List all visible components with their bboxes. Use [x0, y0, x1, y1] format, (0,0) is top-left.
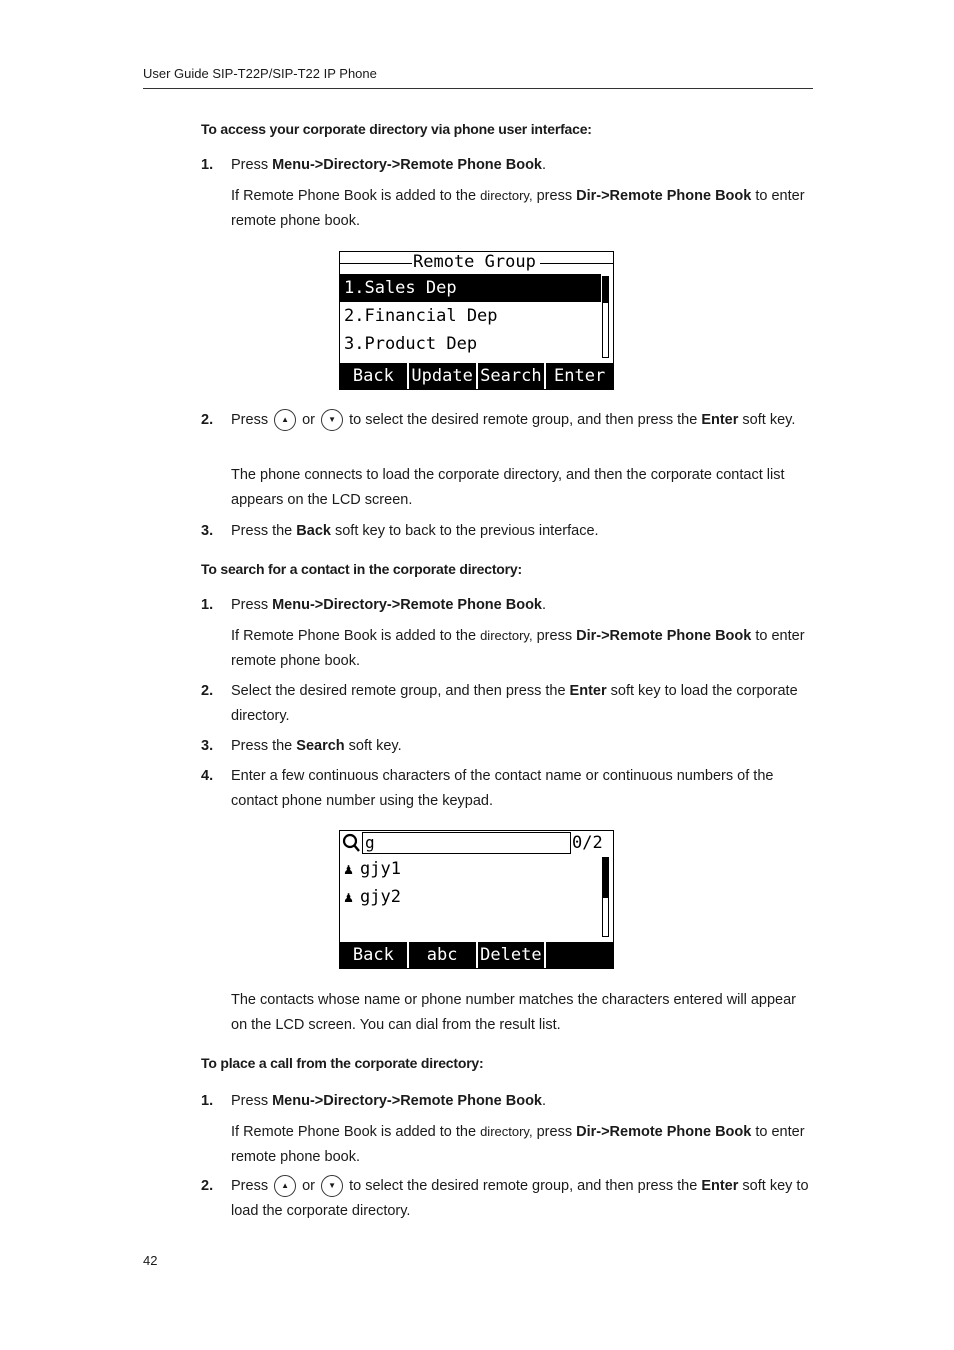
step-text-part: . [542, 597, 547, 613]
note-text: to enter remote phone book. [231, 628, 805, 669]
key-name: Enter [701, 1178, 739, 1194]
lcd-row[interactable]: 2.Financial Dep [344, 306, 498, 326]
step-text-part: soft key. [738, 412, 796, 428]
key-name: Enter [569, 683, 607, 699]
step-number: 3. [201, 738, 214, 754]
page-header: User Guide SIP-T22P/SIP-T22 IP Phone [143, 66, 813, 89]
note-text: to enter remote phone book. [231, 188, 805, 229]
step-text-part: Press [231, 157, 273, 173]
step-number: 1. [201, 1093, 214, 1109]
key-name: Back [296, 523, 331, 539]
key-name: Search [296, 738, 345, 754]
softkey-enter[interactable]: Enter [554, 366, 606, 386]
lcd-row-selected[interactable]: 1.Sales Dep [340, 274, 601, 302]
step-text-part: or [298, 412, 320, 428]
note-text: to enter remote phone book. [231, 1124, 805, 1165]
search-input[interactable]: g [362, 832, 571, 854]
step-text [231, 153, 813, 178]
search-note-2: The contacts whose name or phone number matches the characters entered will appear on the LCD screen. You can dial from the result list. [231, 992, 797, 1033]
lcd-title-text: Remote Group [413, 252, 536, 272]
step-text-part: or [298, 1178, 320, 1194]
menu-path: Menu->Directory->Remote Phone Book [272, 597, 543, 613]
contact-icon: ♟ [344, 860, 354, 878]
note-text: If Remote Phone Book is added to the [231, 1124, 481, 1140]
softkey-search[interactable]: Search [478, 363, 547, 389]
section-title-call: To place a call from the corporate directory: [201, 1055, 484, 1071]
access-note-2: The phone connects to load the corporate directory, and then the corporate contact list appears on the LCD screen. [231, 467, 785, 508]
step-text-part: Press the [231, 738, 297, 754]
step-text-part: to select the desired remote group, and then press the [345, 1178, 702, 1194]
title-rule [340, 263, 412, 264]
lcd-row[interactable]: 3.Product Dep [344, 334, 478, 354]
up-arrow-key-icon: ▲ [274, 1175, 296, 1197]
dir-path: Dir->Remote Phone Book [576, 188, 752, 204]
down-arrow-key-icon: ▼ [321, 1175, 343, 1197]
lcd-scrollbar[interactable] [602, 276, 609, 358]
note-text: If Remote Phone Book is added to the [231, 188, 481, 204]
note-text: directory, [480, 188, 533, 203]
lcd-scrollbar[interactable] [602, 857, 609, 937]
step-text-part: Select the desired remote group, and then press the [231, 683, 570, 699]
access-note-1 [231, 183, 813, 234]
menu-path: Menu->Directory->Remote Phone Book [272, 1093, 543, 1109]
step-text [231, 1089, 813, 1114]
step-number: 2. [201, 683, 214, 699]
step-text-part: Press [231, 1178, 273, 1194]
up-arrow-key-icon: ▲ [274, 409, 296, 431]
note-text: press [532, 1124, 577, 1140]
call-note-1 [231, 1119, 813, 1170]
softkey-delete[interactable]: Delete [478, 942, 547, 968]
search-icon [342, 833, 360, 853]
softkey-update[interactable]: Update [409, 363, 478, 389]
step-text [231, 408, 813, 433]
title-rule [540, 263, 613, 264]
scroll-thumb[interactable] [603, 277, 608, 303]
result-count: 0/2 [572, 833, 603, 853]
down-arrow-key-icon: ▼ [321, 409, 343, 431]
softkey-bar [340, 942, 613, 968]
dir-path: Dir->Remote Phone Book [576, 628, 752, 644]
section-title-search: To search for a contact in the corporate directory: [201, 561, 522, 577]
step-text-part: soft key to load the corporate directory. [231, 683, 798, 724]
note-text: directory, [480, 628, 533, 643]
contact-row[interactable] [340, 883, 613, 911]
step-number: 2. [201, 412, 214, 428]
step-text [231, 1174, 813, 1223]
note-text: press [532, 188, 577, 204]
dir-path: Dir->Remote Phone Book [576, 1124, 752, 1140]
softkey-abc[interactable]: abc [409, 942, 478, 968]
softkey-back[interactable]: Back [340, 942, 409, 968]
menu-path: Menu->Directory->Remote Phone Book [272, 157, 543, 173]
step-text-part: Press [231, 597, 273, 613]
lcd-remote-group [339, 251, 614, 390]
step-text [231, 679, 813, 728]
step-number: 3. [201, 523, 214, 539]
contact-icon: ♟ [344, 888, 354, 906]
step-text-part: soft key. [344, 738, 402, 754]
step-number: 2. [201, 1178, 214, 1194]
scroll-thumb[interactable] [603, 858, 608, 898]
note-text: If Remote Phone Book is added to the [231, 628, 481, 644]
step-text-part: to select the desired remote group, and then press the [345, 412, 702, 428]
softkey-empty [546, 942, 613, 968]
page-number: 42 [143, 1253, 158, 1268]
step-text-part: Press [231, 412, 273, 428]
lcd-search-results [339, 830, 614, 969]
section-title-access: To access your corporate directory via phone user interface: [201, 121, 592, 137]
step-text: Enter a few continuous characters of the contact name or continuous numbers of the contact phone number using the keypad. [231, 768, 774, 809]
contact-name: gjy2 [360, 887, 401, 907]
lcd-search-bar [340, 831, 613, 855]
step-text-part: soft key to back to the previous interface. [330, 523, 599, 539]
step-text-part: . [542, 1093, 547, 1109]
key-name: Enter [701, 412, 739, 428]
softkey-bar [340, 363, 613, 389]
step-number: 1. [201, 597, 214, 613]
step-text-part: Press [231, 1093, 273, 1109]
contact-name: gjy1 [360, 859, 401, 879]
step-number: 1. [201, 157, 214, 173]
step-text [231, 519, 813, 544]
step-text-part: soft key to load the corporate directory. [231, 1178, 809, 1219]
softkey-back[interactable]: Back [340, 363, 409, 389]
step-text-part: Press the [231, 523, 297, 539]
contact-row[interactable] [340, 855, 613, 883]
step-text [231, 593, 813, 618]
search-note-1 [231, 623, 813, 674]
step-text [231, 734, 813, 759]
step-number: 4. [201, 768, 214, 784]
lcd-title [340, 252, 613, 274]
step-text-part: . [542, 157, 547, 173]
note-text: directory, [480, 1124, 533, 1139]
note-text: press [532, 628, 577, 644]
